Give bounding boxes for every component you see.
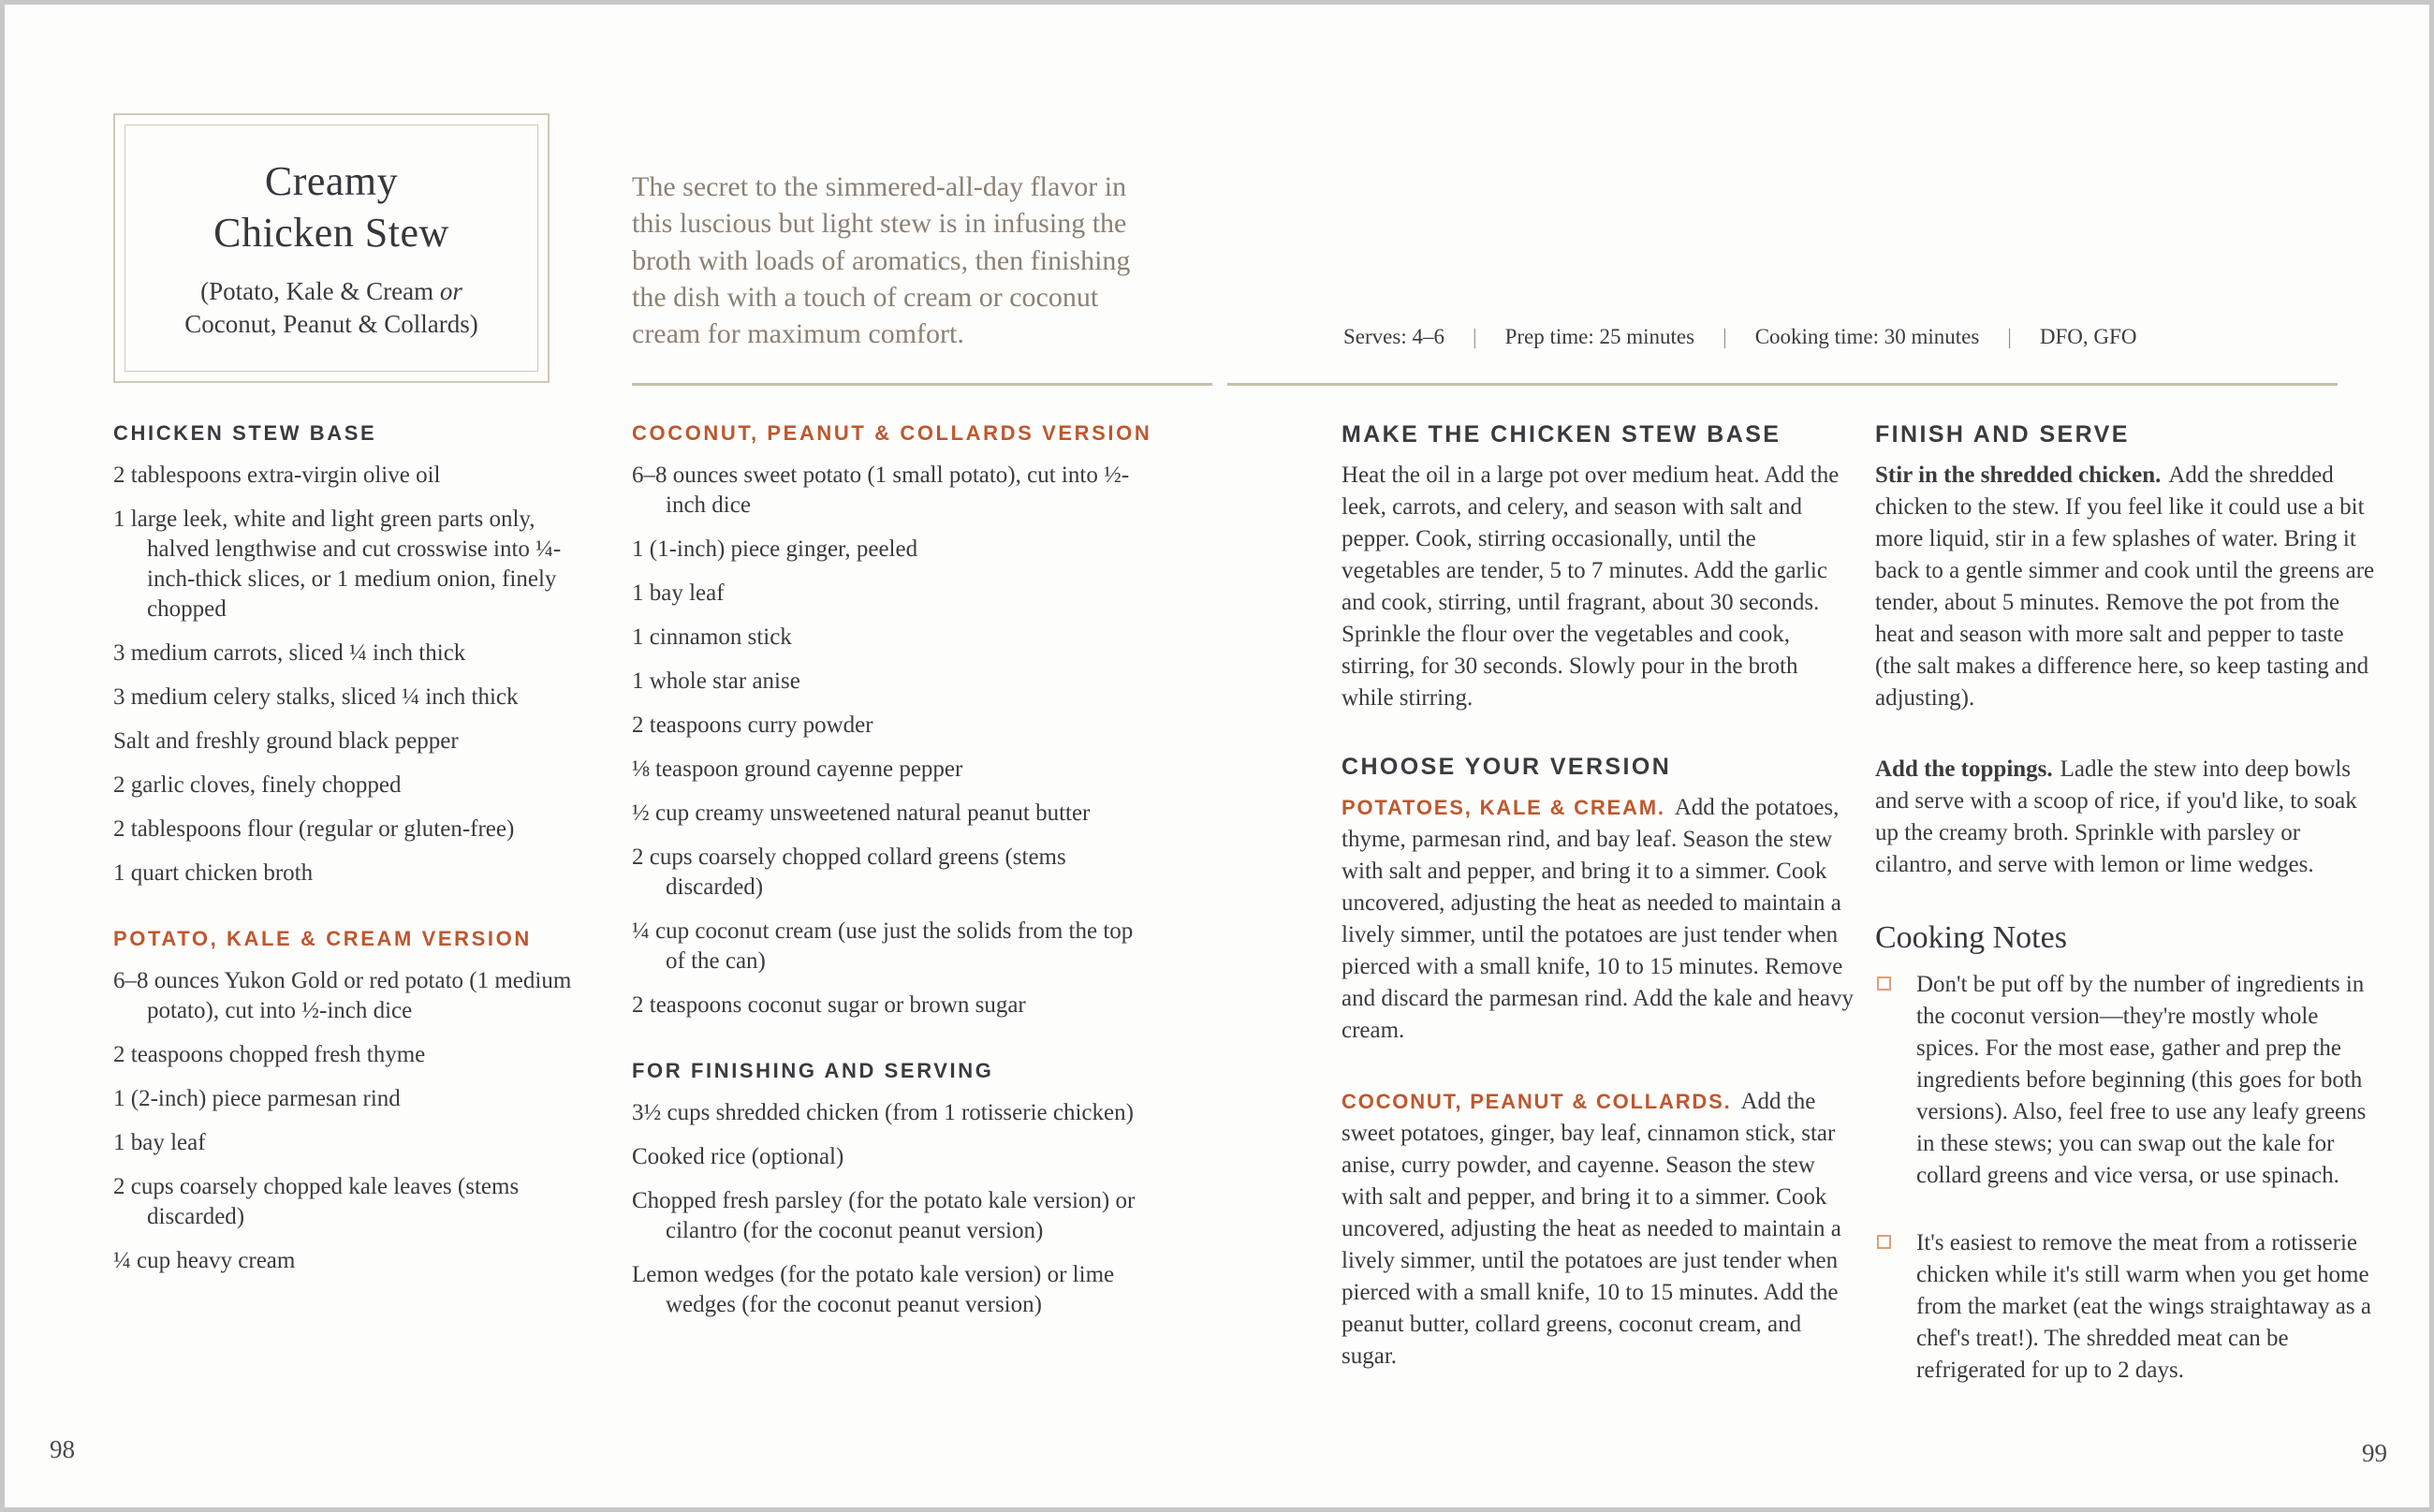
ingredient-item: 1 cinnamon stick bbox=[632, 624, 792, 650]
section-header-choose-your-version: CHOOSE YOUR VERSION bbox=[1342, 754, 1672, 780]
ingredient-item: 1 large leek, white and light green parts only, halved lengthwise and cut crosswise into ¼-inch-thick slices, or 1 medium onion, finely chopped bbox=[113, 506, 562, 622]
paragraph-lead-potatoes-kale-cream: POTATOES, KALE & CREAM. bbox=[1342, 796, 1665, 819]
ingredients-column-1 bbox=[113, 421, 581, 1290]
recipe-subtitle-or: or bbox=[439, 276, 462, 305]
ingredient-item: Chopped fresh parsley (for the potato kale version) or cilantro (for the coconut peanut version) bbox=[632, 1188, 1136, 1243]
instruction-text: Add the potatoes, thyme, parmesan rind, and bay leaf. Season the stew with salt and pepper, and bring it to a simmer. Cook uncovered, adjusting the heat as needed to maintain a lively simmer, until the potatoes are just tender when pierced with a small knife, 10 to 15 minutes. Remove and discard the parmesan rind. Add the kale and heavy cream. bbox=[1342, 795, 1855, 1043]
paragraph-lead-add-the-toppings: Add the toppings. bbox=[1875, 756, 2053, 782]
ingredient-item: Lemon wedges (for the potato kale version) or lime wedges (for the coconut peanut version) bbox=[632, 1262, 1115, 1317]
instruction-paragraph-add-toppings bbox=[1875, 754, 2381, 881]
section-header-finish-and-serve: FINISH AND SERVE bbox=[1875, 421, 2130, 448]
recipe-meta-line bbox=[1343, 325, 2136, 349]
instructions-column-2 bbox=[1875, 421, 2381, 1422]
section-header-make-the-chicken-stew-base: MAKE THE CHICKEN STEW BASE bbox=[1342, 421, 1782, 448]
cooking-note-text: It's easiest to remove the meat from a rotisserie chicken while it's still warm when you get home from the market (eat the wings straightaway as a chef's treat!). The shredded meat can be refrigerated for up to 2 days. bbox=[1916, 1230, 2371, 1383]
ingredient-item: 1 whole star anise bbox=[632, 668, 800, 694]
section-header-chicken-stew-base: CHICKEN STEW BASE bbox=[113, 421, 377, 445]
instruction-paragraph-potato-version bbox=[1342, 792, 1855, 1047]
section-header-potato-kale-cream-version: POTATO, KALE & CREAM VERSION bbox=[113, 927, 532, 950]
cooking-note-item bbox=[1875, 969, 2381, 1192]
ingredients-column-2 bbox=[632, 421, 1156, 1334]
ingredient-item: 2 tablespoons flour (regular or gluten-free) bbox=[113, 816, 515, 842]
instruction-paragraph-stir-in-chicken bbox=[1875, 460, 2381, 714]
recipe-subtitle bbox=[184, 275, 477, 341]
ingredient-item: 3½ cups shredded chicken (from 1 rotisserie chicken) bbox=[632, 1100, 1134, 1125]
section-header-for-finishing-and-serving: FOR FINISHING AND SERVING bbox=[632, 1059, 994, 1082]
cooking-notes-title: Cooking Notes bbox=[1875, 920, 2067, 955]
instruction-text: Ladle the stew into deep bowls and serve with a scoop of rice, if you'd like, to soak up the creamy broth. Sprinkle with parsley or cilantro, and serve with lemon or lime wedges. bbox=[1875, 756, 2357, 877]
intro-paragraph: The secret to the simmered-all-day flavor in this luscious but light stew is in infusing the broth with loads of aromatics, then finishing the dish with a touch of cream or coconut cream for maximum comfort. bbox=[632, 171, 1131, 350]
ingredient-item: 6–8 ounces sweet potato (1 small potato), cut into ½-inch dice bbox=[632, 462, 1130, 518]
ingredient-item: 2 teaspoons curry powder bbox=[632, 712, 873, 738]
paragraph-lead-coconut-peanut-collards: COCONUT, PEANUT & COLLARDS. bbox=[1342, 1090, 1732, 1113]
paragraph-lead-stir-in-shredded-chicken: Stir in the shredded chicken. bbox=[1875, 462, 2162, 488]
instruction-paragraph-coconut-version bbox=[1342, 1086, 1855, 1373]
square-bullet-icon bbox=[1877, 1235, 1891, 1249]
ingredient-item: 2 teaspoons chopped fresh thyme bbox=[113, 1042, 426, 1067]
ingredient-item: 1 quart chicken broth bbox=[113, 860, 314, 886]
recipe-title-box-inner-border bbox=[125, 125, 538, 372]
recipe-title-line2: Chicken Stew bbox=[213, 209, 449, 256]
ingredient-item: 1 (1-inch) piece ginger, peeled bbox=[632, 536, 918, 562]
ingredient-item: 1 (2-inch) piece parmesan rind bbox=[113, 1086, 401, 1111]
ingredient-item: 2 garlic cloves, finely chopped bbox=[113, 772, 402, 798]
prep-time-value: Prep time: 25 minutes bbox=[1504, 325, 1695, 348]
spacer bbox=[113, 903, 581, 927]
recipe-subtitle-line2: Coconut, Peanut & Collards) bbox=[184, 310, 478, 338]
serves-value: Serves: 4–6 bbox=[1343, 325, 1444, 348]
ingredient-item: 2 cups coarsely chopped kale leaves (stems discarded) bbox=[113, 1174, 520, 1229]
page-number-left: 98 bbox=[50, 1435, 75, 1463]
ingredient-item: 3 medium carrots, sliced ¼ inch thick bbox=[113, 640, 466, 666]
ingredient-item: 3 medium celery stalks, sliced ¼ inch thick bbox=[113, 684, 519, 710]
square-bullet-icon bbox=[1877, 976, 1891, 991]
ingredient-item: 6–8 ounces Yukon Gold or red potato (1 medium potato), cut into ½-inch dice bbox=[113, 968, 572, 1023]
ingredient-item: ¼ cup coconut cream (use just the solids from the top of the can) bbox=[632, 918, 1134, 974]
ingredient-item: 2 tablespoons extra-virgin olive oil bbox=[113, 462, 441, 488]
ingredient-item: 1 bay leaf bbox=[632, 580, 725, 606]
cooking-note-item bbox=[1875, 1227, 2381, 1387]
ingredient-item: ¼ cup heavy cream bbox=[113, 1248, 296, 1273]
meta-separator: | bbox=[1723, 325, 1727, 348]
ingredient-item: 2 cups coarsely chopped collard greens (stems discarded) bbox=[632, 844, 1066, 900]
instructions-column-1 bbox=[1342, 421, 1855, 1412]
cooking-note-text: Don't be put off by the number of ingredients in the coconut version—they're mostly whole spices. For the most ease, gather and prep the ingredients before beginning (this goes for both versions). Also, feel free to use any leafy greens in these stews; you can swap out the kale for collard greens and vice versa, or use spinach. bbox=[1916, 972, 2367, 1188]
recipe-subtitle-pre: (Potato, Kale & Cream bbox=[200, 276, 440, 305]
diet-codes: DFO, GFO bbox=[2039, 325, 2137, 348]
page-number-right: 99 bbox=[2362, 1439, 2387, 1467]
ingredient-item: Cooked rice (optional) bbox=[632, 1144, 844, 1169]
ingredient-item: Salt and freshly ground black pepper bbox=[113, 728, 459, 754]
ingredient-item: 2 teaspoons coconut sugar or brown sugar bbox=[632, 992, 1026, 1018]
ingredient-item: ⅛ teaspoon ground cayenne pepper bbox=[632, 756, 963, 782]
recipe-title-box bbox=[113, 113, 550, 383]
section-header-coconut-peanut-collards-version: COCONUT, PEANUT & COLLARDS VERSION bbox=[632, 421, 1152, 445]
instruction-paragraph-make-base: Heat the oil in a large pot over medium heat. Add the leek, carrots, and celery, and season with salt and pepper. Cook, stirring occasionally, until the vegetables are tender, 5 to 7 minutes. Add the garlic and cook, stirring, until fragrant, about 30 seconds. Sprinkle the flour over the vegetables and cook, stirring, for 30 seconds. Slowly pour in the broth while stirring. bbox=[1342, 462, 1840, 711]
divider-rule-right-page bbox=[1227, 383, 2338, 386]
divider-rule-left-page bbox=[632, 383, 1212, 386]
spacer bbox=[632, 1035, 1156, 1059]
ingredient-item: ½ cup creamy unsweetened natural peanut butter bbox=[632, 800, 1091, 826]
recipe-title bbox=[213, 155, 449, 258]
instruction-text: Add the shredded chicken to the stew. If you feel like it could use a bit more liquid, stir in a few splashes of water. Bring it back to a gentle simmer and cook until the greens are tender, about 5 minutes. Remove the pot from the heat and season with more salt and pepper to taste (the salt makes a difference here, so keep tasting and adjusting). bbox=[1875, 462, 2375, 711]
cooking-time-value: Cooking time: 30 minutes bbox=[1754, 325, 1980, 348]
instruction-text: Add the sweet potatoes, ginger, bay leaf, cinnamon stick, star anise, curry powder, and cayenne. Season the stew with salt and pepper, and bring it to a simmer. Cook uncovered, adjusting the heat as needed to maintain a lively simmer, until the potatoes are just tender when pierced with a small knife, 10 to 15 minutes. Add the peanut butter, collard greens, coconut cream, and sugar. bbox=[1342, 1089, 1841, 1369]
recipe-title-line1: Creamy bbox=[264, 157, 399, 204]
meta-separator: | bbox=[1472, 325, 1477, 348]
ingredient-item: 1 bay leaf bbox=[113, 1130, 206, 1155]
meta-separator: | bbox=[2007, 325, 2012, 348]
